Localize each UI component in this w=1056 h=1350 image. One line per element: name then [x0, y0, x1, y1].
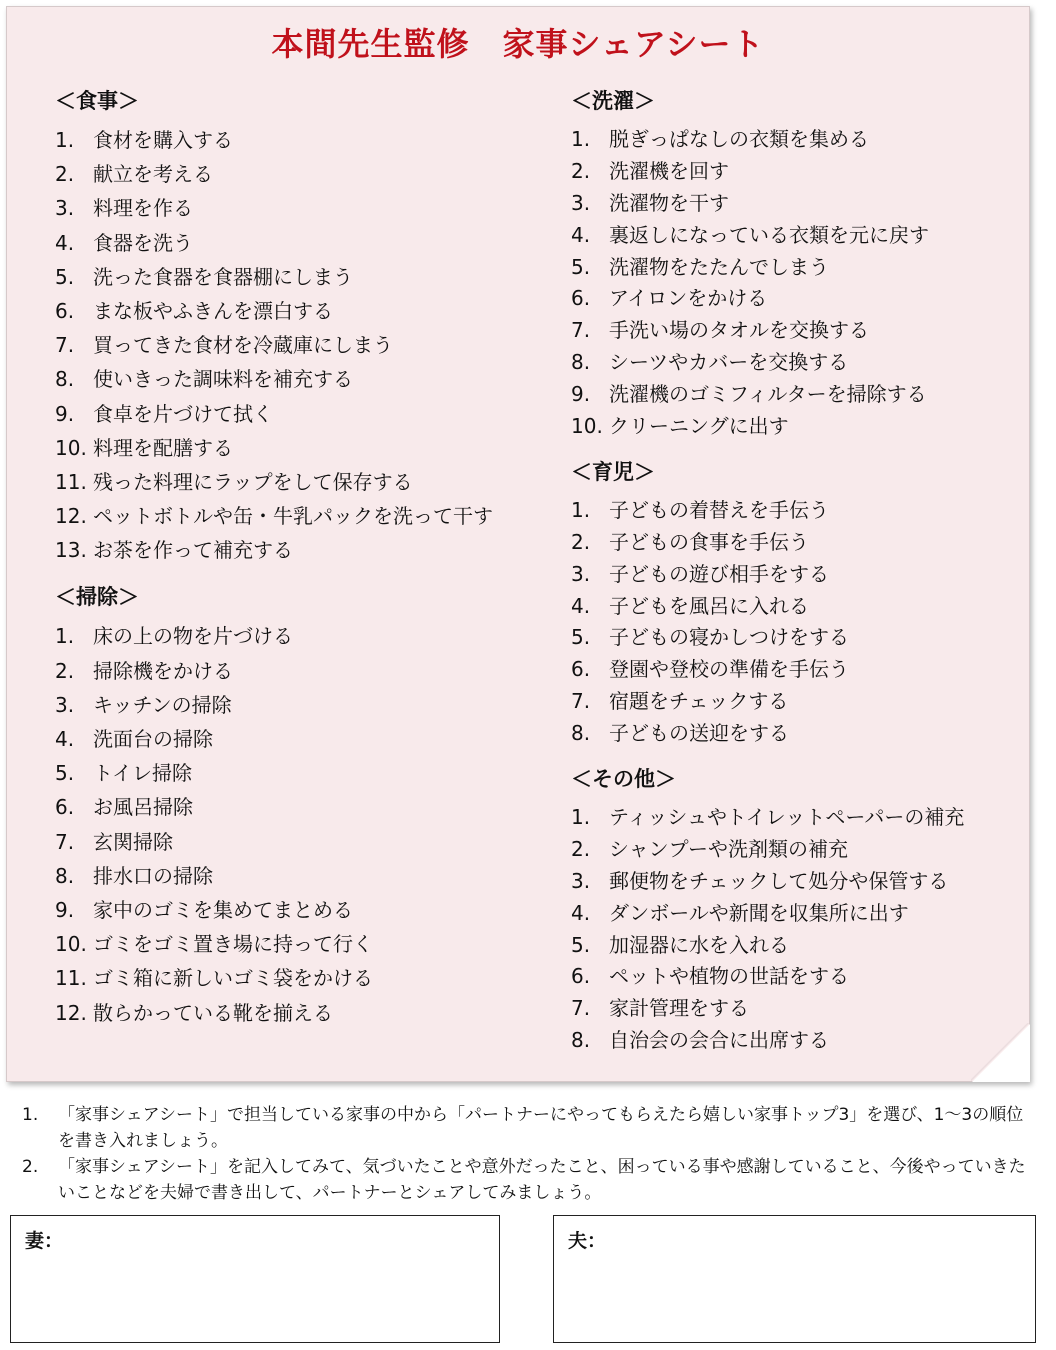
task-item — [55, 654, 525, 688]
task-text: 料理を配膳する — [93, 435, 233, 460]
sheet-title: 本間先生監修 家事シェアシート — [271, 25, 765, 63]
task-list-laundry — [571, 123, 1011, 442]
section-title-laundry: ＜洗濯＞ — [571, 89, 655, 113]
task-item — [55, 431, 525, 465]
task-number: 1. — [55, 624, 75, 649]
husband-label: 夫： — [568, 1230, 607, 1252]
task-text: 買ってきた食材を冷蔵庫にしまう — [93, 333, 393, 358]
task-number: 2. — [55, 162, 75, 187]
instruction-text: 「家事シェアシート」で担当している家事の中から「パートナーにやってもらえたら嬉しい家事トップ3」を選び、1〜3の順位を書き入れましょう。 — [58, 1105, 1024, 1151]
task-text: お茶を作って補充する — [93, 538, 293, 563]
task-list-cleaning — [55, 619, 525, 1029]
section-title-other: ＜その他＞ — [571, 767, 676, 792]
task-text: ペットや植物の世話をする — [609, 964, 849, 989]
task-text: 散らかっている靴を揃える — [93, 1000, 333, 1025]
task-text: 玄関掃除 — [93, 829, 173, 854]
task-item — [571, 897, 1011, 929]
task-text: 家中のゴミを集めてまとめる — [93, 897, 353, 922]
task-text: まな板やふきんを漂白する — [93, 298, 333, 323]
task-item — [571, 346, 1011, 378]
section-meal — [55, 83, 525, 567]
task-number: 2. — [571, 836, 591, 861]
task-number: 6. — [571, 657, 591, 682]
task-number: 8. — [571, 1028, 591, 1053]
task-text: ゴミをゴミ置き場に持って行く — [93, 932, 373, 957]
task-text: 家計管理をする — [609, 996, 749, 1021]
task-number: 8. — [55, 367, 75, 392]
task-text: 子どもを風呂に入れる — [609, 593, 809, 618]
task-text: 子どもの送迎をする — [609, 721, 789, 746]
task-text: 脱ぎっぱなしの衣類を集める — [609, 127, 869, 151]
wife-label: 妻： — [25, 1230, 64, 1252]
task-item — [571, 929, 1011, 961]
task-number: 10. — [55, 435, 87, 460]
task-text: 食材を購入する — [93, 128, 233, 152]
task-item — [55, 996, 525, 1030]
task-number: 1. — [55, 128, 75, 152]
task-item — [55, 722, 525, 756]
task-number: 1. — [571, 497, 591, 522]
wife-write-box[interactable] — [10, 1215, 500, 1343]
task-text: 食卓を片づけて拭く — [93, 401, 273, 426]
task-item — [571, 717, 1011, 749]
section-title-childcare: ＜育児＞ — [571, 459, 655, 484]
task-number: 7. — [571, 318, 591, 343]
task-number: 3. — [571, 561, 591, 586]
task-item — [571, 590, 1011, 622]
task-number: 9. — [571, 382, 591, 407]
task-text: 子どもの寝かしつけをする — [609, 625, 849, 650]
task-number: 4. — [571, 593, 591, 618]
task-number: 12. — [55, 1000, 87, 1025]
task-number: 2. — [55, 658, 75, 683]
right-column — [571, 83, 1011, 1068]
task-text: トイレ掃除 — [93, 761, 192, 786]
task-item — [571, 960, 1011, 992]
task-text: ティッシュやトイレットペーパーの補充 — [609, 805, 965, 830]
task-text: クリーニングに出す — [609, 414, 789, 439]
task-text: シーツやカバーを交換する — [609, 350, 849, 375]
task-item — [55, 123, 525, 157]
task-text: ゴミ箱に新しいゴミ袋をかける — [93, 966, 373, 991]
task-text: 洗濯機を回す — [609, 158, 729, 183]
task-text: お風呂掃除 — [93, 795, 193, 820]
task-item — [571, 251, 1011, 283]
task-number: 6. — [55, 795, 75, 820]
task-text: 加湿器に水を入れる — [609, 932, 789, 957]
task-text: 食器を洗う — [93, 230, 193, 255]
task-text: ダンボールや新聞を収集所に出す — [609, 900, 909, 925]
task-list-other — [571, 801, 1011, 1056]
task-item — [571, 653, 1011, 685]
task-number: 5. — [571, 254, 591, 279]
task-item — [571, 282, 1011, 314]
task-item — [571, 123, 1011, 155]
task-number: 2. — [571, 529, 591, 554]
task-item — [571, 494, 1011, 526]
task-number: 7. — [55, 333, 75, 358]
task-item — [55, 533, 525, 567]
task-text: キッチンの掃除 — [93, 692, 232, 717]
task-text: 献立を考える — [93, 162, 213, 187]
task-item — [571, 219, 1011, 251]
task-number: 7. — [571, 996, 591, 1021]
task-number: 9. — [55, 897, 75, 922]
task-number: 11. — [55, 469, 87, 494]
task-item — [55, 688, 525, 722]
task-item — [55, 790, 525, 824]
task-number: 5. — [55, 761, 75, 786]
task-item — [571, 378, 1011, 410]
task-item — [55, 465, 525, 499]
task-item — [55, 961, 525, 995]
task-number: 8. — [571, 350, 591, 375]
task-item — [571, 155, 1011, 187]
task-number: 4. — [571, 900, 591, 925]
task-number: 6. — [571, 964, 591, 989]
task-number: 12. — [55, 504, 87, 529]
task-text: 洗濯物を干す — [609, 190, 729, 215]
task-number: 11. — [55, 966, 87, 991]
task-item — [55, 226, 525, 260]
task-item — [571, 833, 1011, 865]
left-column — [55, 83, 525, 1042]
task-number: 10. — [571, 414, 603, 439]
section-title-meal: ＜食事＞ — [55, 89, 139, 113]
task-text: シャンプーや洗剤類の補充 — [609, 836, 848, 861]
task-item — [55, 260, 525, 294]
task-list-childcare — [571, 494, 1011, 749]
task-number: 6. — [571, 286, 591, 311]
task-number: 1. — [571, 805, 591, 830]
section-title-cleaning: ＜掃除＞ — [55, 585, 139, 610]
task-text: 排水口の掃除 — [93, 863, 213, 888]
task-item — [571, 187, 1011, 219]
section-other — [571, 761, 1011, 1056]
task-text: 洗濯機のゴミフィルターを掃除する — [609, 382, 927, 407]
task-item — [571, 801, 1011, 833]
task-text: 登園や登校の準備を手伝う — [609, 657, 849, 682]
task-item — [55, 927, 525, 961]
task-text: 裏返しになっている衣類を元に戻す — [609, 222, 929, 247]
task-number: 5. — [571, 932, 591, 957]
task-item — [571, 685, 1011, 717]
section-laundry — [571, 83, 1011, 442]
task-text: 宿題をチェックする — [609, 689, 789, 714]
task-number: 5. — [55, 264, 75, 289]
task-item — [55, 294, 525, 328]
task-text: アイロンをかける — [609, 286, 768, 311]
task-text: ペットボトルや缶・牛乳パックを洗って干す — [93, 504, 493, 529]
task-number: 6. — [55, 298, 75, 323]
instruction-item — [22, 1102, 1032, 1154]
task-item — [571, 621, 1011, 653]
task-text: 手洗い場のタオルを交換する — [609, 318, 869, 343]
section-childcare — [571, 454, 1011, 749]
task-item — [55, 893, 525, 927]
task-number: 3. — [55, 196, 75, 221]
task-text: 子どもの食事を手伝う — [609, 529, 809, 554]
chore-share-sheet — [6, 6, 1030, 1082]
task-number: 3. — [571, 190, 591, 215]
task-text: 料理を作る — [93, 196, 193, 221]
task-item — [571, 1024, 1011, 1056]
task-text: 子どもの着替えを手伝う — [609, 497, 829, 522]
task-text: 掃除機をかける — [93, 658, 233, 683]
task-item — [55, 756, 525, 790]
task-item — [571, 865, 1011, 897]
task-number: 4. — [55, 727, 75, 751]
task-number: 7. — [55, 829, 75, 854]
task-item — [571, 410, 1011, 442]
task-text: 残った料理にラップをして保存する — [93, 469, 413, 494]
task-text: 自治会の会合に出席する — [609, 1028, 829, 1053]
task-number: 4. — [55, 230, 75, 255]
task-item — [571, 314, 1011, 346]
husband-write-box[interactable] — [553, 1215, 1036, 1343]
task-number: 9. — [55, 401, 75, 426]
section-cleaning — [55, 579, 525, 1029]
task-item — [55, 397, 525, 431]
task-text: 洗濯物をたたんでしまう — [609, 254, 829, 279]
instruction-number: 1. — [22, 1105, 39, 1125]
task-number: 10. — [55, 932, 87, 957]
task-list-meal — [55, 123, 525, 567]
task-number: 2. — [571, 158, 591, 183]
task-item — [55, 191, 525, 225]
task-item — [55, 825, 525, 859]
instructions — [22, 1102, 1032, 1206]
task-number: 3. — [55, 692, 75, 717]
task-item — [571, 992, 1011, 1024]
task-number: 13. — [55, 538, 87, 563]
task-number: 1. — [571, 127, 591, 151]
task-number: 7. — [571, 689, 591, 714]
task-item — [55, 619, 525, 653]
task-item — [55, 362, 525, 396]
instruction-number: 2. — [22, 1157, 39, 1177]
task-number: 8. — [571, 721, 591, 746]
task-text: 子どもの遊び相手をする — [609, 561, 829, 586]
task-number: 4. — [571, 222, 591, 247]
task-number: 5. — [571, 625, 591, 650]
task-text: 床の上の物を片づける — [93, 624, 293, 649]
task-text: 洗った食器を食器棚にしまう — [93, 264, 353, 289]
task-item — [55, 328, 525, 362]
task-number: 3. — [571, 868, 591, 893]
task-text: 使いきった調味料を補充する — [93, 367, 353, 392]
task-item — [571, 558, 1011, 590]
task-text: 郵便物をチェックして処分や保管する — [609, 868, 949, 893]
task-item — [571, 526, 1011, 558]
task-item — [55, 499, 525, 533]
instruction-text: 「家事シェアシート」を記入してみて、気づいたことや意外だったこと、困っている事や感謝していること、今後やっていきたいことなどを夫婦で書き出して、パートナーとシェアしてみましょう。 — [58, 1157, 1026, 1203]
task-number: 8. — [55, 863, 75, 888]
task-item — [55, 859, 525, 893]
instruction-item — [22, 1154, 1032, 1206]
task-item — [55, 157, 525, 191]
task-text: 洗面台の掃除 — [93, 727, 213, 751]
